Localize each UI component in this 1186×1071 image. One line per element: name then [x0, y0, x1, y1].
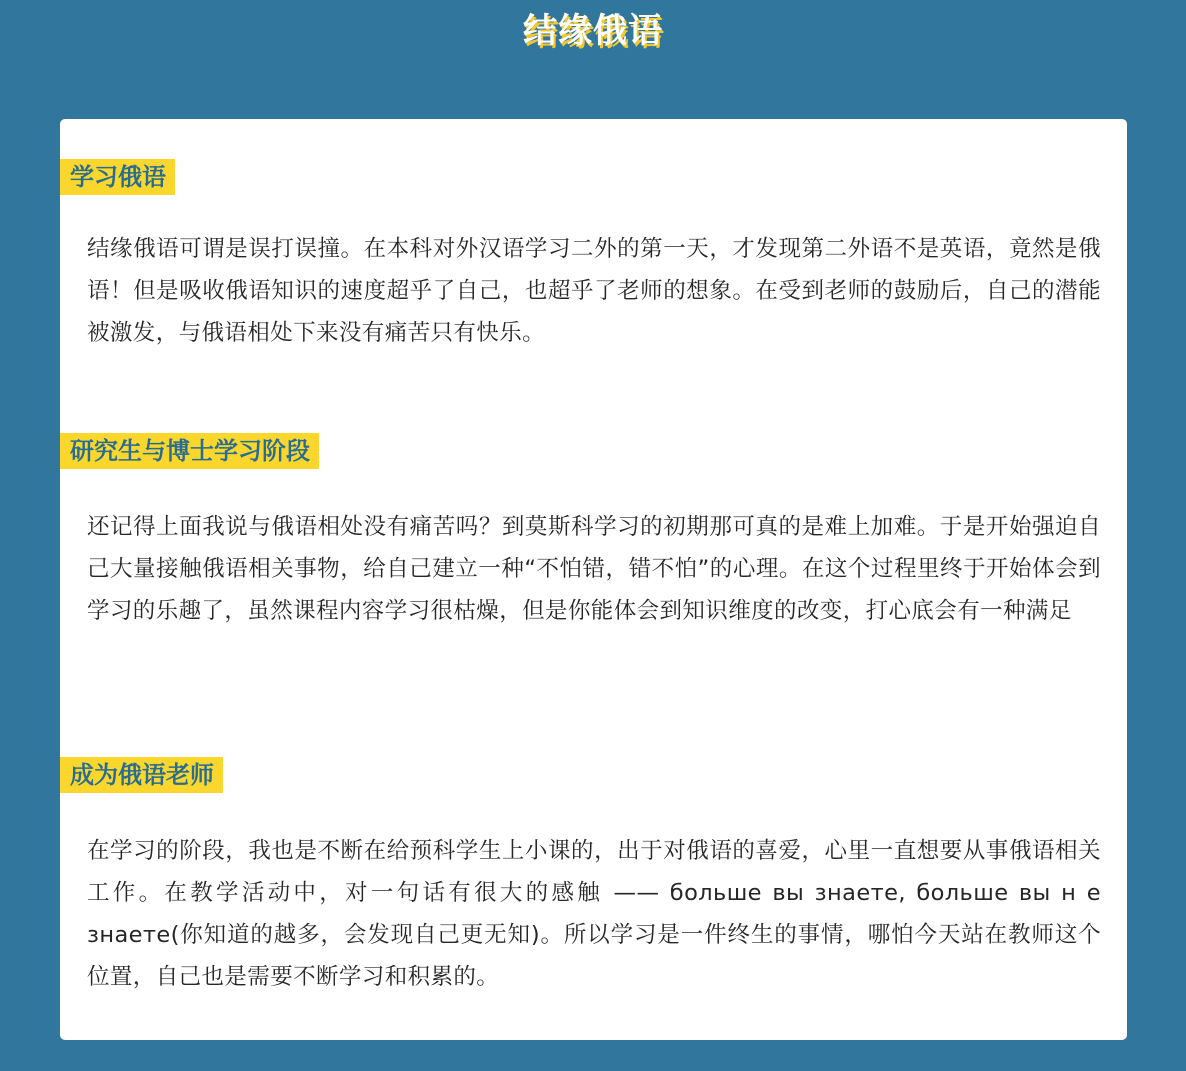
section-heading-becoming-teacher: 成为俄语老师 [60, 757, 223, 793]
page-title: 结缘俄语 [523, 11, 663, 51]
content-card [60, 119, 1127, 1040]
section-heading-graduate-study: 研究生与博士学习阶段 [60, 433, 319, 469]
section-body-becoming-teacher: 在学习的阶段，我也是不断在给预科学生上小课的，出于对俄语的喜爱，心里一直想要从事俄语相关工作。在教学活动中，对一句话有很大的感触 —— больше вы знаете, больше вы н е знаете(你知道的越多，会发现自己更无知)。所以学习是一件终生的事情，哪怕今天站在教师这个位置，自己也是需要不断学习和积累的。 [87, 838, 1101, 990]
section-body-learning-russian: 结缘俄语可谓是误打误撞。在本科对外汉语学习二外的第一天，才发现第二外语不是英语，竟然是俄语！但是吸收俄语知识的速度超乎了自己，也超乎了老师的想象。在受到老师的鼓励后，自己的潜能被激发，与俄语相处下来没有痛苦只有快乐。 [87, 236, 1101, 346]
section-body-graduate-study: 还记得上面我说与俄语相处没有痛苦吗？到莫斯科学习的初期那可真的是难上加难。于是开始强迫自己大量接触俄语相关事物，给自己建立一种“不怕错，错不怕”的心理。在这个过程里终于开始体会到学习的乐趣了，虽然课程内容学习很枯燥，但是你能体会到知识维度的改变，打心底会有一种满足 [87, 514, 1101, 624]
section-heading-learning-russian: 学习俄语 [60, 159, 175, 195]
